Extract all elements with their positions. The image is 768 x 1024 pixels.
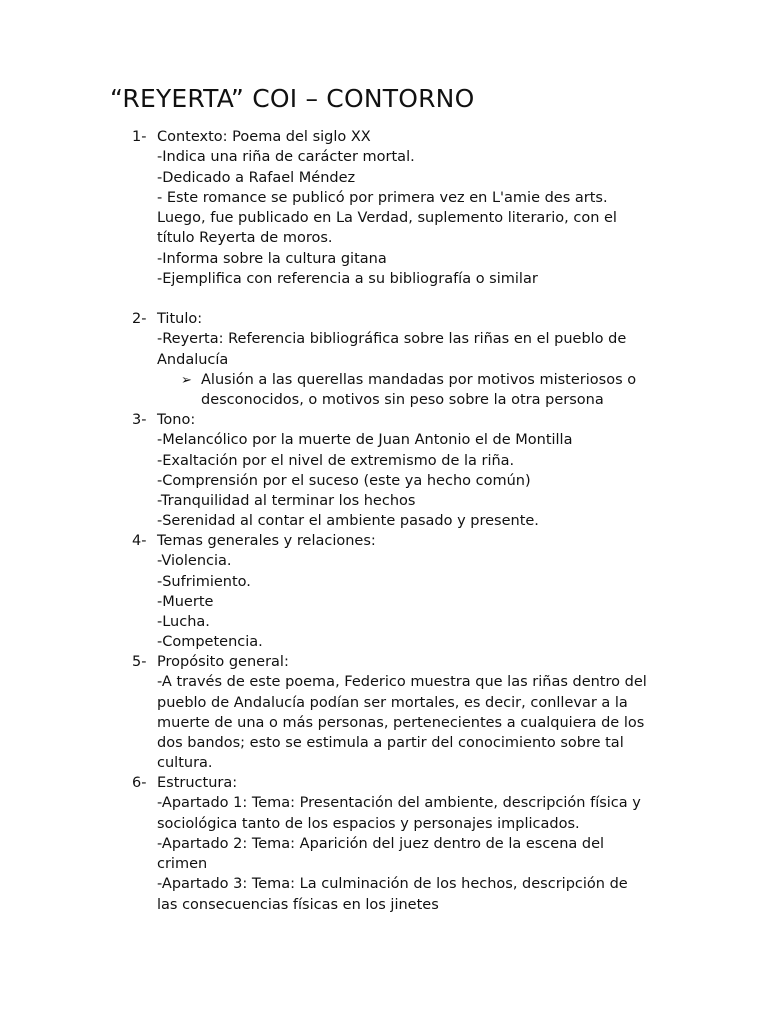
- section-heading: [132, 652, 692, 672]
- section-line: -Muerte: [157, 593, 214, 610]
- section-themes: [132, 531, 692, 653]
- arrow-bullet-icon: ➢: [181, 372, 192, 388]
- section-line: -Melancólico por la muerte de Juan Antonio el de Montilla: [157, 432, 573, 449]
- section-line: -Tranquilidad al terminar los hechos: [157, 493, 416, 510]
- section-heading-text: Estructura:: [157, 775, 238, 791]
- section-number: 5-: [132, 654, 147, 670]
- section-line: -Apartado 3: Tema: La culminación de los hechos, descripción de: [157, 876, 628, 893]
- section-line: -Exaltación por el nivel de extremismo de la riña.: [157, 452, 515, 469]
- bullet-item: [132, 370, 692, 390]
- section-line: -Dedicado a Rafael Méndez: [157, 169, 356, 186]
- section-line: -Ejemplifica con referencia a su bibliografía o similar: [157, 271, 538, 288]
- section-line: -Competencia.: [157, 634, 263, 651]
- section-line: Andalucía: [157, 351, 229, 368]
- section-line: -Comprensión por el suceso (este ya hecho común): [157, 472, 531, 489]
- section-line: crimen: [157, 856, 208, 873]
- section-line: -Sufrimiento.: [157, 573, 251, 590]
- section-line: título Reyerta de moros.: [157, 230, 333, 247]
- section-line: sociológica tanto de los espacios y personajes implicados.: [157, 815, 580, 832]
- section-number: 6-: [132, 775, 147, 791]
- section-line: cultura.: [157, 755, 213, 772]
- section-line: Luego, fue publicado en La Verdad, suplemento literario, con el: [157, 210, 617, 227]
- section-heading: [132, 410, 692, 430]
- section-heading: [132, 531, 692, 551]
- section-line: -Apartado 1: Tema: Presentación del ambiente, descripción física y: [157, 795, 641, 812]
- section-context: [132, 127, 692, 289]
- section-heading: [132, 309, 692, 329]
- section-number: 2-: [132, 311, 147, 327]
- section-purpose: [132, 652, 692, 774]
- section-line: - Este romance se publicó por primera vez en L'amie des arts.: [157, 189, 608, 206]
- section-line: las consecuencias físicas en los jinetes: [157, 896, 439, 913]
- bullet-text: Alusión a las querellas mandadas por motivos misteriosos o: [201, 371, 637, 388]
- section-line: -Reyerta: Referencia bibliográfica sobre las riñas en el pueblo de: [157, 331, 627, 348]
- section-line: -Serenidad al contar el ambiente pasado y presente.: [157, 513, 539, 530]
- section-line: -Informa sobre la cultura gitana: [157, 250, 387, 267]
- section-line: -Indica una riña de carácter mortal.: [157, 149, 415, 166]
- section-line: pueblo de Andalucía podían ser mortales, es decir, conllevar a la: [157, 694, 628, 711]
- bullet-text-continued: desconocidos, o motivos sin peso sobre la otra persona: [201, 392, 604, 409]
- section-heading: [132, 773, 692, 793]
- section-line: muerte de una o más personas, pertenecientes a cualquiera de los: [157, 714, 645, 731]
- section-heading: [132, 127, 692, 147]
- section-heading-text: Contexto: Poema del siglo XX: [157, 129, 371, 145]
- section-tone: [132, 410, 692, 532]
- section-line: dos bandos; esto se estimula a partir del conocimiento sobre tal: [157, 735, 624, 752]
- section-line: -Violencia.: [157, 553, 232, 570]
- section-heading-text: Tono:: [157, 412, 196, 428]
- section-structure: [132, 773, 692, 915]
- section-line: -Apartado 2: Tema: Aparición del juez dentro de la escena del: [157, 835, 605, 852]
- section-number: 1-: [132, 129, 147, 145]
- section-title: [132, 309, 692, 410]
- section-heading-text: Propósito general:: [157, 654, 289, 670]
- document-title: “REYERTA” COI – CONTORNO: [110, 84, 475, 113]
- section-number: 4-: [132, 533, 147, 549]
- section-number: 3-: [132, 412, 147, 428]
- section-line: -A través de este poema, Federico muestra que las riñas dentro del: [157, 674, 647, 691]
- section-heading-text: Temas generales y relaciones:: [157, 533, 376, 549]
- section-line: -Lucha.: [157, 614, 210, 631]
- section-heading-text: Titulo:: [157, 311, 203, 327]
